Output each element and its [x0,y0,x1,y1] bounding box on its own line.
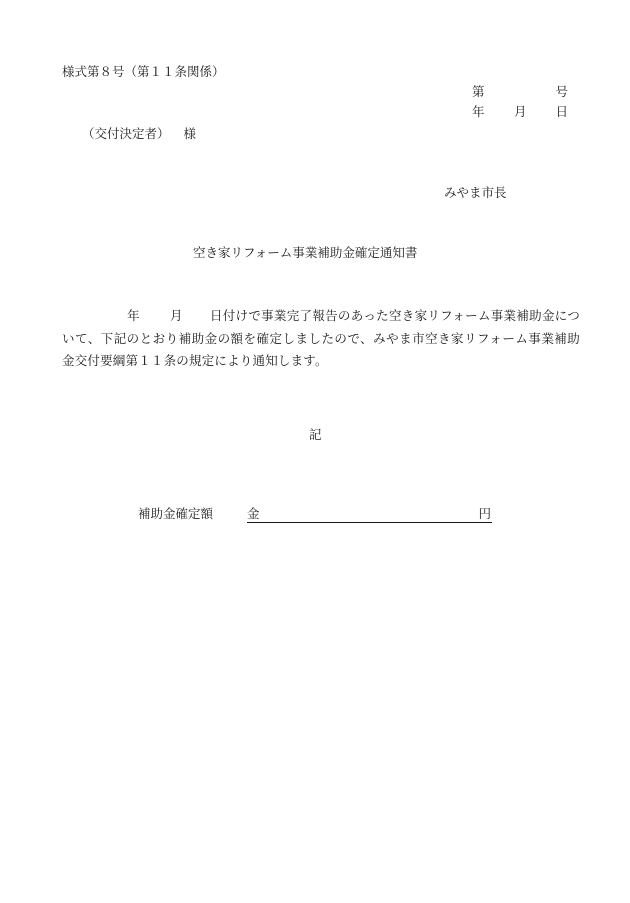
body-paragraph [62,305,580,373]
document-number-suffix: 号 [555,84,568,99]
ki-heading: 記 [309,427,322,442]
recipient-honorific: 様 [183,126,197,141]
body-month-label: 月 [169,308,183,323]
recipient-line [82,128,196,141]
issuer-name: みやま市長 [444,185,507,200]
document-title: 空き家リフォーム事業補助金確定通知書 [193,245,418,260]
document-number-prefix: 第 [472,84,485,99]
date-year-label: 年 [472,104,485,119]
recipient-name: （交付決定者） [82,126,170,141]
amount-prefix: 金 [247,506,260,521]
amount-field [247,506,492,523]
body-year-label: 年 [127,308,140,323]
form-label: 様式第８号（第１１条関係） [62,64,225,79]
amount-label: 補助金確定額 [138,506,214,521]
amount-suffix: 円 [478,506,491,521]
body-text: 付けで事業完了報告のあった空き家リフォーム事業補助金について、下記のとおり補助金の額を確定しましたので、みやま市空き家リフォーム事業補助金交付要綱第１１条の規定により通知します。 [62,308,581,368]
date-day-label: 日 [555,104,568,119]
date-month-label: 月 [514,104,527,119]
body-day-label: 日 [209,308,223,323]
